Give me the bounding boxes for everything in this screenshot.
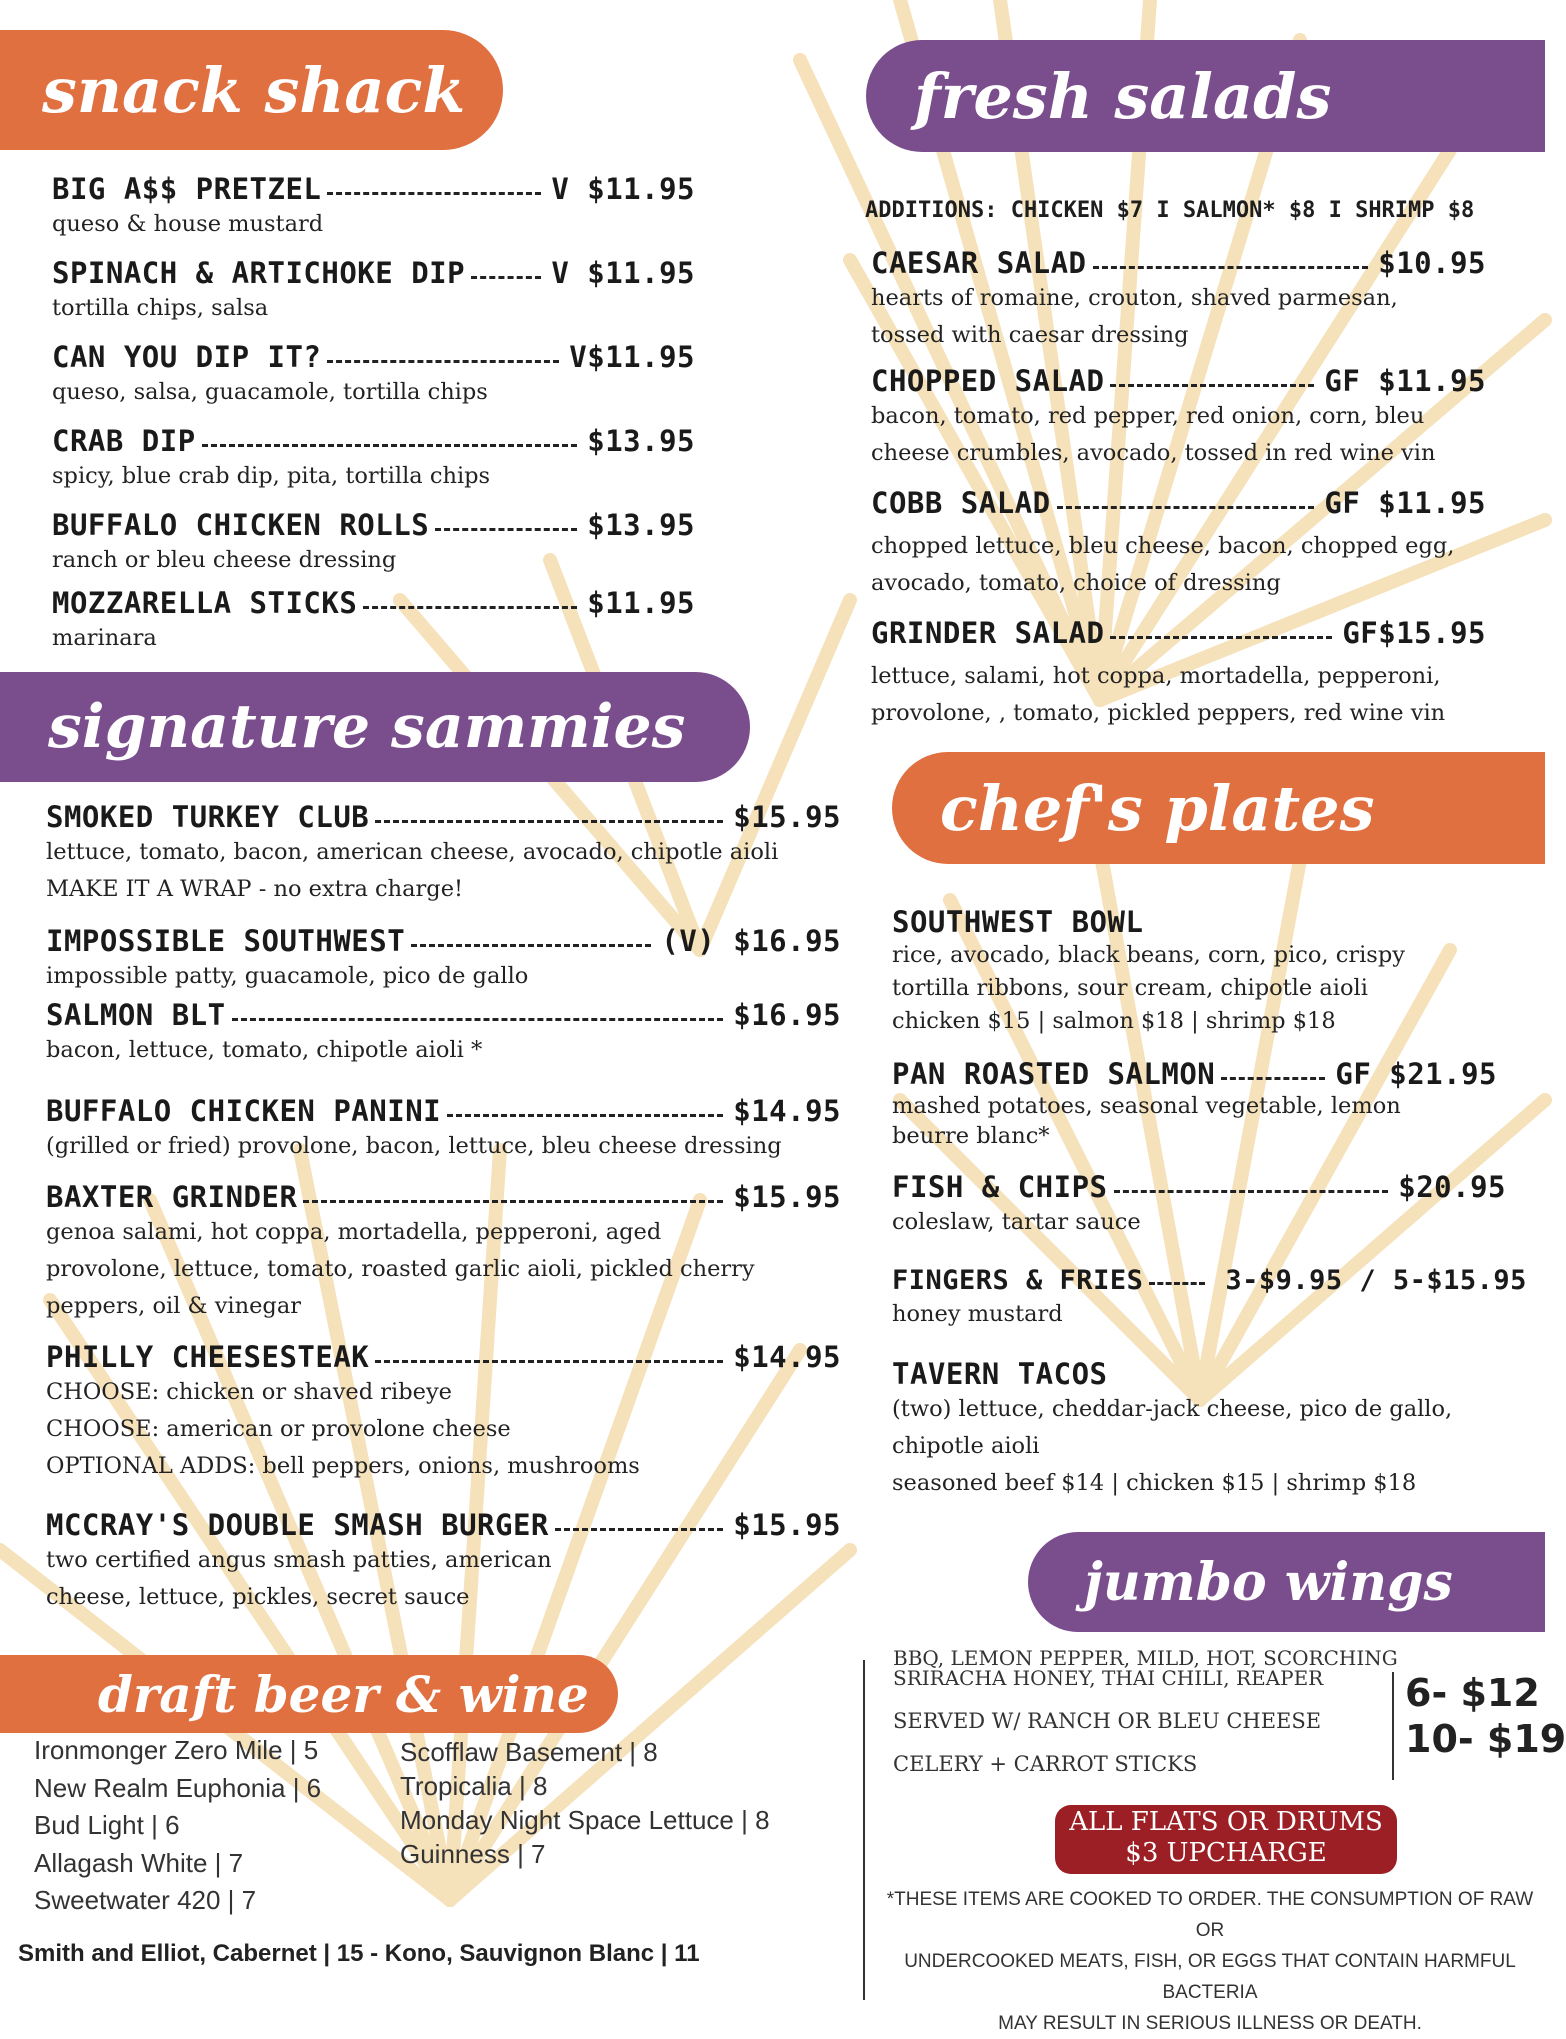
menu-item <box>46 800 841 908</box>
item-price: $11.95 <box>587 586 695 620</box>
upcharge-badge <box>1055 1805 1397 1874</box>
item-name: PAN ROASTED SALMON <box>892 1057 1216 1091</box>
leader-dashes <box>375 1360 723 1363</box>
menu-item <box>52 256 695 327</box>
disclaimer-line: UNDERCOOKED MEATS, FISH, OR EGGS THAT CONTAIN HARMFUL BACTERIA <box>904 1951 1516 2003</box>
leader-dashes <box>435 528 577 531</box>
wing-prices <box>1405 1670 1566 1762</box>
item-desc: lettuce, tomato, bacon, american cheese, avocado, chipotle aioli <box>46 839 779 865</box>
item-desc: impossible patty, guacamole, pico de gallo <box>46 963 529 989</box>
item-price: $15.95 <box>733 1508 841 1542</box>
wing-flavors-line: SRIRACHA HONEY, THAI CHILI, REAPER <box>893 1666 1324 1690</box>
item-desc: lettuce, salami, hot coppa, mortadella, pepperoni, <box>871 663 1441 689</box>
item-desc: CHOOSE: american or provolone cheese <box>46 1416 511 1442</box>
item-price: $14.95 <box>733 1340 841 1374</box>
item-price: V$11.95 <box>569 340 695 374</box>
item-desc: ranch or bleu cheese dressing <box>52 547 397 573</box>
item-desc: coleslaw, tartar sauce <box>892 1209 1141 1235</box>
item-desc: tortilla chips, salsa <box>52 295 269 321</box>
consumption-disclaimer <box>875 1884 1545 2039</box>
leader-dashes <box>202 444 578 447</box>
beer-item: Bud Light | 6 <box>34 1810 180 1840</box>
item-price: $20.95 <box>1398 1170 1506 1204</box>
item-desc: honey mustard <box>892 1301 1063 1327</box>
item-name: SPINACH & ARTICHOKE DIP <box>52 256 466 290</box>
menu-item <box>46 1508 841 1616</box>
leader-dashes <box>1057 506 1315 509</box>
leader-dashes <box>1221 1077 1325 1080</box>
salad-additions: ADDITIONS: CHICKEN $7 I SALMON* $8 I SHRIMP $8 <box>865 198 1475 223</box>
menu-item <box>46 924 841 995</box>
item-price: $14.95 <box>733 1094 841 1128</box>
item-price: $13.95 <box>587 508 695 542</box>
fresh-salads-banner <box>866 40 1545 152</box>
leader-dashes <box>1110 384 1314 387</box>
beer-item: Sweetwater 420 | 7 <box>34 1885 257 1915</box>
leader-dashes <box>1093 266 1369 269</box>
wing-price-6: 6- $12 <box>1405 1671 1540 1715</box>
upcharge-line: ALL FLATS OR DRUMS <box>1069 1807 1383 1837</box>
wing-price-10: 10- $19 <box>1405 1717 1566 1761</box>
item-desc: CHOOSE: chicken or shaved ribeye <box>46 1379 452 1405</box>
item-name: FINGERS & FRIES <box>892 1265 1144 1296</box>
leader-dashes <box>363 606 577 609</box>
item-name: BIG A$$ PRETZEL <box>52 172 322 206</box>
jumbo-wings-banner <box>1028 1532 1545 1632</box>
beer-item: Scofflaw Basement | 8 <box>400 1737 658 1767</box>
item-desc: MAKE IT A WRAP - no extra charge! <box>46 876 464 902</box>
item-price: $15.95 <box>733 800 841 834</box>
leader-dashes <box>1149 1282 1205 1285</box>
item-name: CAESAR SALAD <box>871 246 1087 280</box>
item-name: SOUTHWEST BOWL <box>892 905 1144 939</box>
snack-shack-title: snack shack <box>42 53 466 127</box>
item-desc: beurre blanc* <box>892 1123 1050 1149</box>
item-desc: seasoned beef $14 | chicken $15 | shrimp $18 <box>892 1470 1417 1496</box>
item-price: GF $11.95 <box>1324 486 1486 520</box>
beer-item: Allagash White | 7 <box>34 1847 244 1878</box>
menu-item <box>52 424 695 495</box>
sammies-title: signature sammies <box>48 692 686 762</box>
item-desc: peppers, oil & vinegar <box>46 1293 302 1319</box>
wing-flavors-line: BBQ, LEMON PEPPER, MILD, HOT, SCORCHING <box>893 1646 1398 1670</box>
item-price: $16.95 <box>733 998 841 1032</box>
item-name: MOZZARELLA STICKS <box>52 586 358 620</box>
item-desc: marinara <box>52 625 157 651</box>
item-desc: rice, avocado, black beans, corn, pico, crispy <box>892 942 1405 968</box>
menu-item <box>892 905 1492 1038</box>
upcharge-line: $3 UPCHARGE <box>1125 1838 1327 1868</box>
menu-item <box>892 1170 1506 1241</box>
item-desc: chicken $15 | salmon $18 | shrimp $18 <box>892 1008 1336 1034</box>
leader-dashes <box>1114 1190 1389 1193</box>
item-desc: avocado, tomato, choice of dressing <box>871 570 1281 596</box>
item-price: $13.95 <box>587 424 695 458</box>
item-name: BAXTER GRINDER <box>46 1180 298 1214</box>
item-desc: tortilla ribbons, sour cream, chipotle aioli <box>892 975 1368 1001</box>
item-price: 3-$9.95 / 5-$15.95 <box>1225 1265 1527 1296</box>
leader-dashes <box>555 1528 723 1531</box>
item-desc: queso & house mustard <box>52 211 324 237</box>
item-price: GF$15.95 <box>1342 616 1486 650</box>
menu-item <box>871 486 1486 602</box>
fresh-salads-title: fresh salads <box>914 59 1332 133</box>
item-name: MCCRAY'S DOUBLE SMASH BURGER <box>46 1508 549 1542</box>
leader-dashes <box>303 1200 723 1203</box>
menu-item <box>892 1357 1492 1502</box>
leader-dashes <box>411 944 651 947</box>
menu-item <box>52 508 695 579</box>
beer-item: New Realm Euphonia | 6 <box>34 1772 322 1803</box>
chefs-plates-title: chef's plates <box>940 771 1375 845</box>
item-price: GF $11.95 <box>1324 364 1486 398</box>
wing-price-divider <box>1392 1672 1394 1780</box>
menu-item <box>871 246 1486 354</box>
item-desc: cheese crumbles, avocado, tossed in red wine vin <box>871 440 1436 466</box>
item-name: CRAB DIP <box>52 424 196 458</box>
item-price: V $11.95 <box>551 256 695 290</box>
item-desc: genoa salami, hot coppa, mortadella, pepperoni, aged <box>46 1219 662 1245</box>
beer-list-right <box>400 1735 770 1871</box>
item-desc: (grilled or fried) provolone, bacon, lettuce, bleu cheese dressing <box>46 1133 782 1159</box>
item-desc: tossed with caesar dressing <box>871 322 1189 348</box>
jumbo-wings-title: jumbo wings <box>1084 1551 1453 1613</box>
item-price: $15.95 <box>733 1180 841 1214</box>
menu-item <box>46 1094 841 1165</box>
drinks-title: draft beer & wine <box>98 1664 589 1724</box>
disclaimer-line: MAY RESULT IN SERIOUS ILLNESS OR DEATH. <box>998 2013 1422 2034</box>
item-name: TAVERN TACOS <box>892 1357 1108 1391</box>
leader-dashes <box>447 1114 723 1117</box>
leader-dashes <box>471 276 541 279</box>
item-name: IMPOSSIBLE SOUTHWEST <box>46 924 406 958</box>
menu-item <box>871 616 1486 732</box>
item-desc: cheese, lettuce, pickles, secret sauce <box>46 1584 470 1610</box>
item-name: BUFFALO CHICKEN PANINI <box>46 1094 442 1128</box>
leader-dashes <box>375 820 723 823</box>
wing-dressing: SERVED W/ RANCH OR BLEU CHEESE <box>893 1709 1322 1733</box>
menu-item <box>52 340 695 411</box>
chefs-plates-banner <box>892 752 1545 864</box>
drinks-banner <box>0 1655 618 1733</box>
wine-line: Smith and Elliot, Cabernet | 15 - Kono, Sauvignon Blanc | 11 <box>18 1940 700 1967</box>
item-desc: bacon, tomato, red pepper, red onion, corn, bleu <box>871 403 1425 429</box>
menu-item <box>871 364 1486 472</box>
item-desc: (two) lettuce, cheddar-jack cheese, pico de gallo, <box>892 1396 1453 1422</box>
item-desc: hearts of romaine, crouton, shaved parmesan, <box>871 285 1398 311</box>
menu-item <box>892 1057 1497 1151</box>
wing-sides: CELERY + CARROT STICKS <box>893 1752 1198 1776</box>
item-desc: two certified angus smash patties, american <box>46 1547 552 1573</box>
item-price: (V) $16.95 <box>661 924 841 958</box>
item-desc: spicy, blue crab dip, pita, tortilla chips <box>52 463 491 489</box>
item-name: PHILLY CHEESESTEAK <box>46 1340 370 1374</box>
item-name: COBB SALAD <box>871 486 1051 520</box>
item-desc: mashed potatoes, seasonal vegetable, lemon <box>892 1093 1401 1119</box>
wing-flavors <box>893 1648 1398 1688</box>
menu-item <box>52 172 695 243</box>
beer-item: Guinness | 7 <box>400 1839 546 1869</box>
item-desc: provolone, , tomato, pickled peppers, red wine vin <box>871 700 1446 726</box>
item-desc: bacon, lettuce, tomato, chipotle aioli * <box>46 1037 483 1063</box>
item-name: BUFFALO CHICKEN ROLLS <box>52 508 430 542</box>
menu-item <box>46 1340 841 1485</box>
item-name: GRINDER SALAD <box>871 616 1105 650</box>
item-desc: chipotle aioli <box>892 1433 1040 1459</box>
snack-shack-banner <box>0 30 503 150</box>
item-name: SALMON BLT <box>46 998 226 1032</box>
menu-item <box>46 1180 841 1325</box>
item-name: FISH & CHIPS <box>892 1170 1108 1204</box>
beer-item: Monday Night Space Lettuce | 8 <box>400 1805 770 1835</box>
item-price: V $11.95 <box>551 172 695 206</box>
item-name: SMOKED TURKEY CLUB <box>46 800 370 834</box>
beer-item: Ironmonger Zero Mile | 5 <box>34 1735 319 1765</box>
menu-item <box>892 1265 1527 1333</box>
menu-item <box>52 586 695 657</box>
item-name: CHOPPED SALAD <box>871 364 1105 398</box>
item-name: CAN YOU DIP IT? <box>52 340 322 374</box>
menu-item <box>46 998 841 1069</box>
item-desc: chopped lettuce, bleu cheese, bacon, chopped egg, <box>871 533 1455 559</box>
column-divider <box>863 1660 865 2000</box>
item-desc: OPTIONAL ADDS: bell peppers, onions, mushrooms <box>46 1453 640 1479</box>
leader-dashes <box>327 360 559 363</box>
item-price: $10.95 <box>1378 246 1486 280</box>
disclaimer-line: *THESE ITEMS ARE COOKED TO ORDER. THE CONSUMPTION OF RAW OR <box>886 1889 1534 1941</box>
leader-dashes <box>1110 636 1332 639</box>
item-desc: provolone, lettuce, tomato, roasted garlic aioli, pickled cherry <box>46 1256 755 1282</box>
sammies-banner <box>0 672 750 782</box>
beer-item: Tropicalia | 8 <box>400 1771 548 1801</box>
beer-list-left <box>34 1732 321 1920</box>
item-desc: queso, salsa, guacamole, tortilla chips <box>52 379 488 405</box>
item-price: GF $21.95 <box>1335 1057 1497 1091</box>
leader-dashes <box>327 192 541 195</box>
leader-dashes <box>232 1018 724 1021</box>
